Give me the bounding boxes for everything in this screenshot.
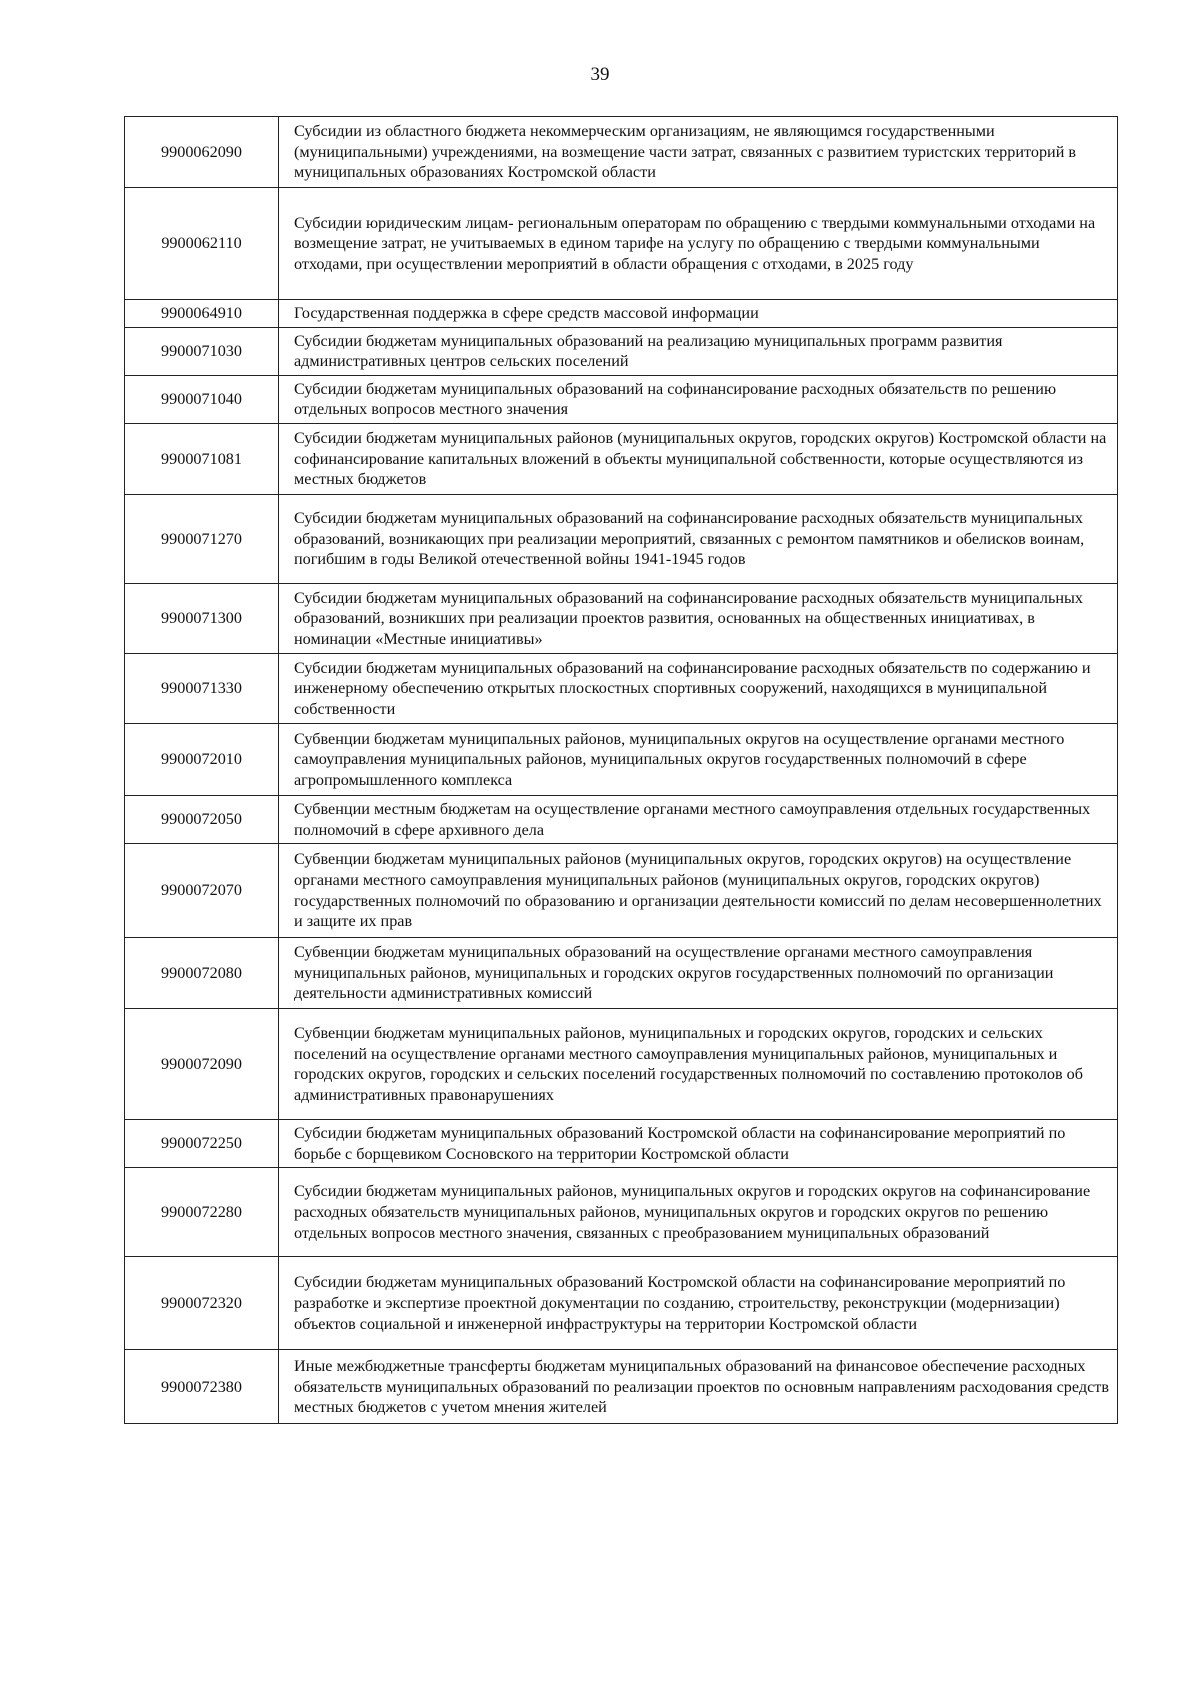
- row-description: Субсидии из областного бюджета некоммерческим организациям, не являющимся государственными (муниципальными) учреждениями, на возмещение части затрат, связанных с развитием туристских территорий в муниципальных образованиях Костромской области: [279, 117, 1118, 188]
- table-row: [125, 1350, 1118, 1424]
- row-code: 9900072250: [125, 1120, 279, 1168]
- row-code: 9900071270: [125, 494, 279, 583]
- row-description: Субсидии бюджетам муниципальных образований на софинансирование расходных обязательств по содержанию и инженерному обеспечению открытых плоскостных спортивных сооружений, находящихся в муниципальной собственности: [279, 653, 1118, 723]
- table-row: [125, 844, 1118, 938]
- row-code: 9900071300: [125, 583, 279, 653]
- table-row: [125, 117, 1118, 188]
- row-description: Субвенции местным бюджетам на осуществление органами местного самоуправления отдельных государственных полномочий в сфере архивного дела: [279, 795, 1118, 843]
- page-number: 39: [590, 64, 610, 85]
- table-row: [125, 938, 1118, 1009]
- row-description: Субсидии бюджетам муниципальных образований Костромской области на софинансирование мероприятий по разработке и экспертизе проектной документации по созданию, строительству, реконструкции (модернизации) объектов социальной и инженерной инфраструктуры на территории Костромской области: [279, 1257, 1118, 1350]
- row-description: Субсидии бюджетам муниципальных образований на софинансирование расходных обязательств муниципальных образований, возникающих при реализации мероприятий, связанных с ремонтом памятников и обелисков воинам, погибшим в годы Великой отечественной войны 1941-1945 годов: [279, 494, 1118, 583]
- row-code: 9900072280: [125, 1168, 279, 1257]
- row-code: 9900072380: [125, 1350, 279, 1424]
- row-code: 9900071030: [125, 327, 279, 375]
- table-row: [125, 327, 1118, 375]
- row-code: 9900072070: [125, 844, 279, 938]
- table-row: [125, 300, 1118, 328]
- row-code: 9900072090: [125, 1009, 279, 1120]
- row-code: 9900062090: [125, 117, 279, 188]
- table-row: [125, 795, 1118, 843]
- row-code: 9900072050: [125, 795, 279, 843]
- row-code: 9900072080: [125, 938, 279, 1009]
- row-description: Иные межбюджетные трансферты бюджетам муниципальных образований на финансовое обеспечение расходных обязательств муниципальных образований по реализации проектов по основным направлениям расходования средств местных бюджетов с учетом мнения жителей: [279, 1350, 1118, 1424]
- table-row: [125, 653, 1118, 723]
- row-code: 9900072320: [125, 1257, 279, 1350]
- table-row: [125, 188, 1118, 300]
- row-description: Субсидии бюджетам муниципальных образований на реализацию муниципальных программ развития административных центров сельских поселений: [279, 327, 1118, 375]
- row-code: 9900064910: [125, 300, 279, 328]
- table-row: [125, 1168, 1118, 1257]
- table-body: [125, 117, 1118, 1424]
- table-row: [125, 583, 1118, 653]
- budget-codes-table: [124, 116, 1118, 1424]
- table-row: [125, 494, 1118, 583]
- row-description: Субвенции бюджетам муниципальных образований на осуществление органами местного самоуправления муниципальных районов, муниципальных и городских округов государственных полномочий по организации деятельности административных комиссий: [279, 938, 1118, 1009]
- row-description: Субсидии юридическим лицам- региональным операторам по обращению с твердыми коммунальными отходами на возмещение затрат, не учитываемых в едином тарифе на услугу по обращению с твердыми коммунальными отходами, при осуществлении мероприятий в области обращения с отходами, в 2025 году: [279, 188, 1118, 300]
- table-row: [125, 375, 1118, 423]
- table-row: [125, 723, 1118, 795]
- row-description: Субсидии бюджетам муниципальных образований на софинансирование расходных обязательств по решению отдельных вопросов местного значения: [279, 375, 1118, 423]
- row-description: Субвенции бюджетам муниципальных районов (муниципальных округов, городских округов) на осуществление органами местного самоуправления муниципальных районов (муниципальных округов, городских округов) государственных полномочий по образованию и организации деятельности комиссий по делам несовершеннолетних и защите их прав: [279, 844, 1118, 938]
- row-description: Субсидии бюджетам муниципальных районов (муниципальных округов, городских округов) Костромской области на софинансирование капитальных вложений в объекты муниципальной собственности, которые осуществляются из местных бюджетов: [279, 423, 1118, 494]
- row-description: Субсидии бюджетам муниципальных образований на софинансирование расходных обязательств муниципальных образований, возникших при реализации проектов развития, основанных на общественных инициативах, в номинации «Местные инициативы»: [279, 583, 1118, 653]
- table-row: [125, 1120, 1118, 1168]
- row-code: 9900071040: [125, 375, 279, 423]
- table-row: [125, 423, 1118, 494]
- row-code: 9900071081: [125, 423, 279, 494]
- row-code: 9900071330: [125, 653, 279, 723]
- row-description: Субвенции бюджетам муниципальных районов, муниципальных округов на осуществление органами местного самоуправления муниципальных районов, муниципальных округов государственных полномочий в сфере агропромышленного комплекса: [279, 723, 1118, 795]
- row-description: Субвенции бюджетам муниципальных районов, муниципальных и городских округов, городских и сельских поселений на осуществление органами местного самоуправления муниципальных районов, муниципальных и городских округов, городских и сельских поселений государственных полномочий по составлению протоколов об административных правонарушениях: [279, 1009, 1118, 1120]
- table-row: [125, 1257, 1118, 1350]
- row-description: Государственная поддержка в сфере средств массовой информации: [279, 300, 1118, 328]
- table-row: [125, 1009, 1118, 1120]
- row-description: Субсидии бюджетам муниципальных районов, муниципальных округов и городских округов на софинансирование расходных обязательств муниципальных районов, муниципальных округов и городских округов по решению отдельных вопросов местного значения, связанных с преобразованием муниципальных образований: [279, 1168, 1118, 1257]
- row-code: 9900072010: [125, 723, 279, 795]
- row-description: Субсидии бюджетам муниципальных образований Костромской области на софинансирование мероприятий по борьбе с борщевиком Сосновского на территории Костромской области: [279, 1120, 1118, 1168]
- row-code: 9900062110: [125, 188, 279, 300]
